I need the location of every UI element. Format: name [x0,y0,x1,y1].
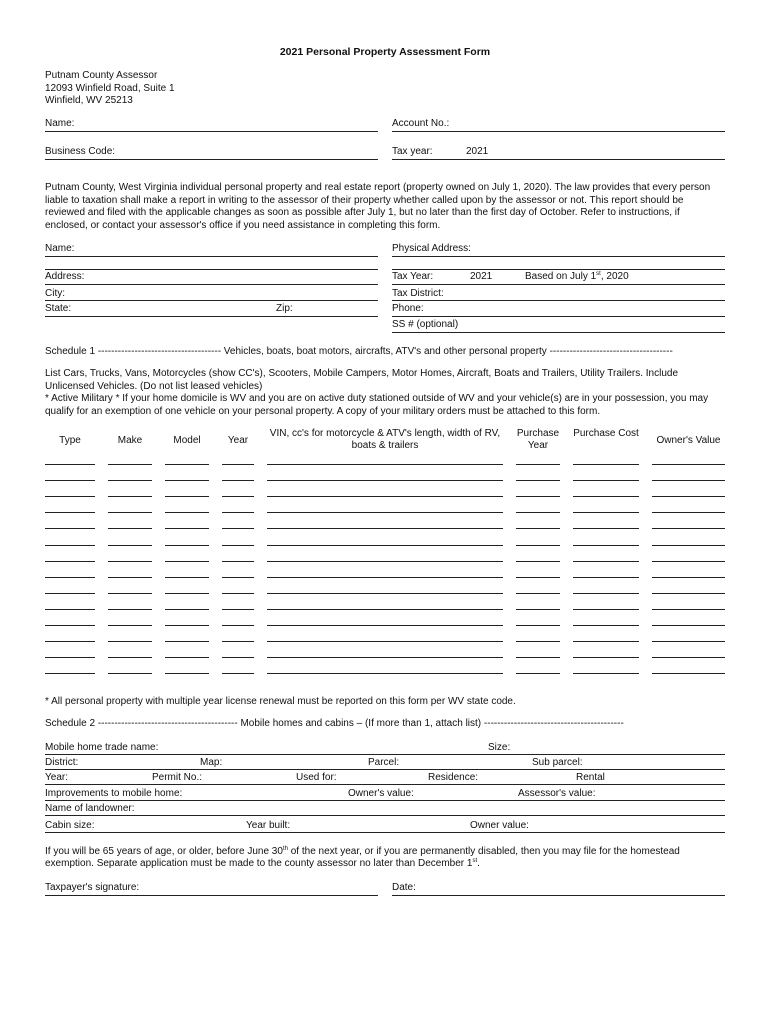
schedule1-footnote: * All personal property with multiple year license renewal must be reported on this form per WV state code. [45,696,516,707]
owner-tax-year-field[interactable] [392,284,725,285]
date-label: Date: [392,882,416,893]
schedule1-row-3-col-3[interactable] [165,496,209,497]
schedule1-row-14-col-5[interactable] [267,673,503,674]
schedule1-row-2-col-3[interactable] [165,480,209,481]
schedule1-row-6-col-4[interactable] [222,545,254,546]
business-code-field[interactable] [45,159,378,160]
sub-parcel-label: Sub parcel: [532,757,583,768]
schedule1-row-5-col-6[interactable] [516,528,560,529]
schedule1-row-4-col-1[interactable] [45,512,95,513]
assessors-value-label: Assessor's value: [518,788,596,799]
signature-label: Taxpayer's signature: [45,882,140,893]
schedule1-row-1-col-7[interactable] [573,464,639,465]
schedule1-row-4-col-5[interactable] [267,512,503,513]
intro-paragraph: Putnam County, West Virginia individual personal property and real estate report (property owned on July 1, 2020). The law provides that every person liable to taxation shall make a report in writing to the assessor of their property whether called upon by the assessor or not. This report should be reviewed and filed with the applicable changes as soon as possible after July 1, but no later than the first day of October. Refer to instructions, if enclosed, or contact your assessor's office if you need assistance in completing this form. [45,182,711,231]
schedule1-row-9-col-8[interactable] [652,593,725,594]
cabin-row-line[interactable] [45,832,725,833]
schedule1-row-7-col-6[interactable] [516,561,560,562]
schedule1-row-3-col-2[interactable] [108,496,152,497]
schedule1-row-9-col-3[interactable] [165,593,209,594]
owners-value-label: Owner's value: [348,788,414,799]
schedule1-row-10-col-3[interactable] [165,609,209,610]
schedule1-row-13-col-8[interactable] [652,657,725,658]
schedule1-row-3-col-7[interactable] [573,496,639,497]
schedule1-row-4-col-3[interactable] [165,512,209,513]
schedule1-row-4-col-2[interactable] [108,512,152,513]
address-label: Address: [45,271,85,282]
year-row-line[interactable] [45,784,725,785]
schedule1-row-14-col-1[interactable] [45,673,95,674]
account-label: Account No.: [392,118,450,129]
schedule1-row-12-col-4[interactable] [222,641,254,642]
schedule1-row-6-col-1[interactable] [45,545,95,546]
col-purchase-year-header: Purchase Year [516,428,560,451]
schedule1-row-6-col-2[interactable] [108,545,152,546]
schedule1-row-9-col-1[interactable] [45,593,95,594]
year-built-label: Year built: [246,820,291,831]
schedule1-row-3-col-5[interactable] [267,496,503,497]
schedule1-row-1-col-4[interactable] [222,464,254,465]
city-label: City: [45,288,65,299]
year-label: Year: [45,772,68,783]
tax-district-label: Tax District: [392,288,444,299]
schedule1-row-11-col-3[interactable] [165,625,209,626]
schedule1-row-6-col-7[interactable] [573,545,639,546]
schedule1-row-11-col-7[interactable] [573,625,639,626]
schedule1-row-4-col-6[interactable] [516,512,560,513]
schedule1-row-4-col-7[interactable] [573,512,639,513]
schedule1-row-9-col-7[interactable] [573,593,639,594]
schedule1-row-2-col-4[interactable] [222,480,254,481]
schedule1-row-12-col-8[interactable] [652,641,725,642]
schedule1-heading: Schedule 1 ------------------------------------- Vehicles, boats, boat motors, aircrafts, ATV's and other personal property ------------------------------------- [45,346,673,357]
schedule1-row-8-col-5[interactable] [267,577,503,578]
schedule1-row-10-col-5[interactable] [267,609,503,610]
col-year-header: Year [227,435,249,446]
schedule1-row-13-col-6[interactable] [516,657,560,658]
residence-label: Residence: [428,772,479,783]
schedule1-row-12-col-1[interactable] [45,641,95,642]
parcel-label: Parcel: [368,757,400,768]
landowner-row-line[interactable] [45,815,725,816]
physical-address-label: Physical Address: [392,243,471,254]
landowner-label: Name of landowner: [45,803,135,814]
state-label: State: [45,303,72,314]
schedule1-row-14-col-3[interactable] [165,673,209,674]
physical-address-field-3[interactable] [392,269,725,270]
schedule1-row-3-col-8[interactable] [652,496,725,497]
schedule1-row-12-col-3[interactable] [165,641,209,642]
signature-field[interactable] [45,895,378,896]
schedule1-row-1-col-3[interactable] [165,464,209,465]
date-field[interactable] [392,895,725,896]
schedule1-row-14-col-7[interactable] [573,673,639,674]
assessor-street: 12093 Winfield Road, Suite 1 [45,83,175,94]
schedule1-row-3-col-6[interactable] [516,496,560,497]
schedule1-row-10-col-6[interactable] [516,609,560,610]
phone-field[interactable] [392,316,725,317]
based-on-text: Based on July 1st, 2020 [525,271,629,282]
mobile-home-trade-name-label: Mobile home trade name: [45,742,159,753]
schedule1-row-13-col-5[interactable] [267,657,503,658]
schedule1-row-10-col-2[interactable] [108,609,152,610]
schedule1-row-2-col-2[interactable] [108,480,152,481]
col-owners-value-header: Owner's Value [656,435,721,446]
schedule1-row-5-col-7[interactable] [573,528,639,529]
schedule1-row-7-col-3[interactable] [165,561,209,562]
schedule1-row-12-col-6[interactable] [516,641,560,642]
assessor-name: Putnam County Assessor [45,70,158,81]
schedule1-row-14-col-8[interactable] [652,673,725,674]
schedule1-row-9-col-2[interactable] [108,593,152,594]
schedule1-row-14-col-6[interactable] [516,673,560,674]
col-purchase-cost-header: Purchase Cost [573,428,639,439]
col-make-header: Make [117,435,143,446]
schedule1-row-7-col-5[interactable] [267,561,503,562]
district-row-line[interactable] [45,769,725,770]
schedule1-row-4-col-4[interactable] [222,512,254,513]
schedule1-row-11-col-6[interactable] [516,625,560,626]
used-for-label: Used for: [296,772,337,783]
schedule1-row-12-col-2[interactable] [108,641,152,642]
schedule1-row-8-col-7[interactable] [573,577,639,578]
schedule1-row-10-col-1[interactable] [45,609,95,610]
schedule1-row-8-col-4[interactable] [222,577,254,578]
schedule1-row-6-col-3[interactable] [165,545,209,546]
schedule1-row-14-col-2[interactable] [108,673,152,674]
cabin-size-label: Cabin size: [45,820,95,831]
name-label: Name: [45,118,75,129]
schedule1-row-5-col-3[interactable] [165,528,209,529]
schedule1-row-2-col-8[interactable] [652,480,725,481]
state-zip-field[interactable] [45,316,378,317]
business-code-label: Business Code: [45,146,116,157]
schedule1-row-12-col-5[interactable] [267,641,503,642]
schedule1-row-6-col-6[interactable] [516,545,560,546]
col-type-header: Type [59,435,81,446]
schedule1-row-7-col-8[interactable] [652,561,725,562]
schedule1-row-11-col-8[interactable] [652,625,725,626]
zip-label: Zip: [276,303,293,314]
improvements-label: Improvements to mobile home: [45,788,183,799]
schedule1-row-13-col-3[interactable] [165,657,209,658]
physical-address-field-2[interactable] [45,269,378,270]
schedule2-heading: Schedule 2 ------------------------------------------ Mobile homes and cabins – (If more than 1, attach list) ------------------------------------------ [45,718,624,729]
col-vin-header: VIN, cc's for motorcycle & ATV's length, width of RV, boats & trailers [269,428,501,451]
ss-label: SS # (optional) [392,319,459,330]
schedule1-row-2-col-7[interactable] [573,480,639,481]
schedule1-row-9-col-5[interactable] [267,593,503,594]
schedule1-row-1-col-5[interactable] [267,464,503,465]
assessor-city: Winfield, WV 25213 [45,95,133,106]
owner-name-label: Name: [45,243,75,254]
phone-label: Phone: [392,303,424,314]
schedule1-row-2-col-5[interactable] [267,480,503,481]
schedule1-row-1-col-1[interactable] [45,464,95,465]
schedule1-row-5-col-2[interactable] [108,528,152,529]
owner-value-label: Owner value: [470,820,529,831]
homestead-line-2: exemption. Separate application must be made to the county assessor no later than December 1st. [45,858,480,869]
schedule1-row-1-col-2[interactable] [108,464,152,465]
schedule1-row-9-col-6[interactable] [516,593,560,594]
name-field[interactable] [45,131,378,132]
tax-year-value: 2021 [466,146,489,157]
schedule1-row-8-col-8[interactable] [652,577,725,578]
tax-year-label: Tax year: [392,146,433,157]
schedule1-row-2-col-6[interactable] [516,480,560,481]
schedule1-row-10-col-8[interactable] [652,609,725,610]
schedule1-list-text: List Cars, Trucks, Vans, Motorcycles (show CC's), Scooters, Mobile Campers, Motor Homes, Aircraft, Boats and Trailers, Utility Trailers. Include Unlicensed Vehicles. (Do not list leased vehicles) [45,368,679,392]
schedule1-row-2-col-1[interactable] [45,480,95,481]
tax-year-field[interactable] [392,159,725,160]
schedule1-row-11-col-1[interactable] [45,625,95,626]
city-field[interactable] [45,300,378,301]
schedule1-row-13-col-7[interactable] [573,657,639,658]
address-field[interactable] [45,284,378,285]
rental-label: Rental [576,772,605,783]
schedule1-row-10-col-4[interactable] [222,609,254,610]
permit-label: Permit No.: [152,772,203,783]
owner-tax-year-value: 2021 [470,271,493,282]
ss-field[interactable] [392,332,725,333]
map-label: Map: [200,757,223,768]
schedule1-row-3-col-1[interactable] [45,496,95,497]
schedule1-row-5-col-8[interactable] [652,528,725,529]
schedule1-row-6-col-8[interactable] [652,545,725,546]
schedule1-row-8-col-3[interactable] [165,577,209,578]
schedule1-row-7-col-1[interactable] [45,561,95,562]
schedule1-row-13-col-2[interactable] [108,657,152,658]
schedule1-row-13-col-4[interactable] [222,657,254,658]
schedule1-row-11-col-2[interactable] [108,625,152,626]
schedule1-row-1-col-6[interactable] [516,464,560,465]
schedule1-row-7-col-7[interactable] [573,561,639,562]
schedule1-row-10-col-7[interactable] [573,609,639,610]
schedule1-row-7-col-2[interactable] [108,561,152,562]
schedule1-row-13-col-1[interactable] [45,657,95,658]
tax-district-field[interactable] [392,300,725,301]
owner-tax-year-label: Tax Year: [392,271,434,282]
schedule1-row-5-col-1[interactable] [45,528,95,529]
schedule1-row-7-col-4[interactable] [222,561,254,562]
size-label: Size: [488,742,511,753]
form-title: 2021 Personal Property Assessment Form [279,46,491,58]
schedule1-row-8-col-1[interactable] [45,577,95,578]
schedule1-row-5-col-4[interactable] [222,528,254,529]
schedule1-row-11-col-5[interactable] [267,625,503,626]
schedule1-row-11-col-4[interactable] [222,625,254,626]
schedule1-military-text: * Active Military * If your home domicile is WV and you are on active duty stationed outside of WV and your vehicle(s) are in your possession, you may qualify for an exemption of one vehicle on your personal property. A copy of your military orders must be attached to this form. [45,393,709,417]
schedule1-row-8-col-2[interactable] [108,577,152,578]
district-label: District: [45,757,79,768]
account-field[interactable] [392,131,725,132]
improvements-row-line[interactable] [45,800,725,801]
schedule1-row-14-col-4[interactable] [222,673,254,674]
homestead-line-1: If you will be 65 years of age, or older, before June 30th of the next year, or if you are permanently disabled, then you may file for the homestead [45,846,680,857]
schedule1-row-3-col-4[interactable] [222,496,254,497]
owner-name-field[interactable] [45,256,378,257]
trade-name-row-line[interactable] [45,754,725,755]
schedule1-row-4-col-8[interactable] [652,512,725,513]
schedule1-row-5-col-5[interactable] [267,528,503,529]
schedule1-row-8-col-6[interactable] [516,577,560,578]
schedule1-row-1-col-8[interactable] [652,464,725,465]
schedule1-row-6-col-5[interactable] [267,545,503,546]
physical-address-field[interactable] [392,256,725,257]
col-model-header: Model [173,435,201,446]
schedule1-row-12-col-7[interactable] [573,641,639,642]
schedule1-row-9-col-4[interactable] [222,593,254,594]
